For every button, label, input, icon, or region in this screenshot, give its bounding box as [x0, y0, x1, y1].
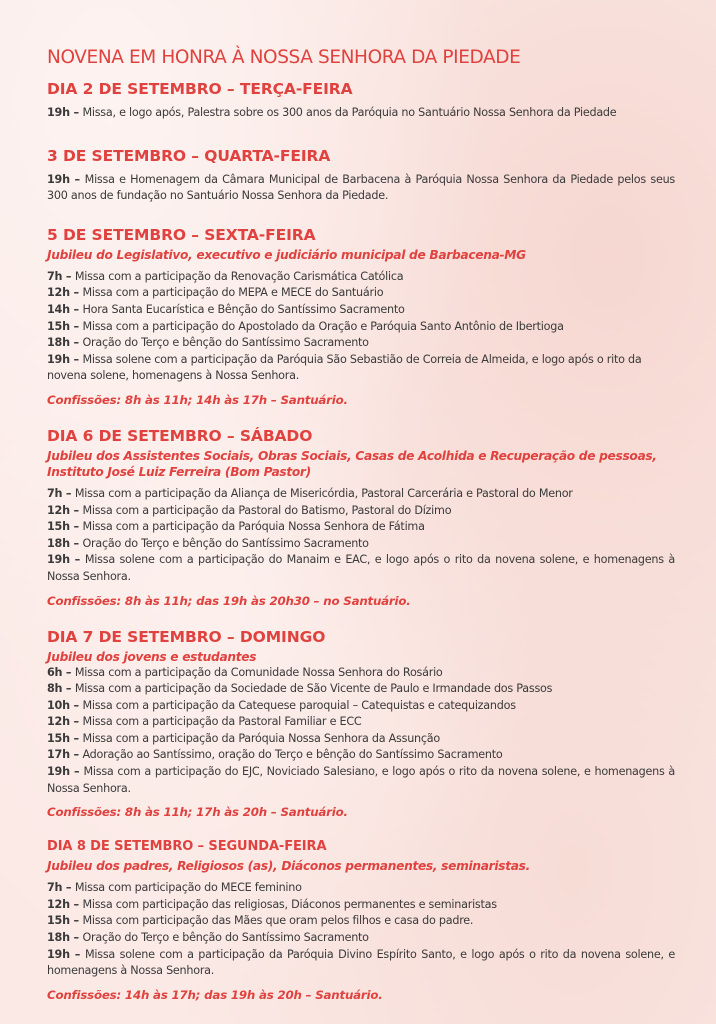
- event-list: [47, 665, 675, 798]
- event-text: Oração do Terço e bênção do Santíssimo Sacramento: [82, 931, 369, 945]
- confession-hours: Confissões: 14h às 17h; das 19h às 20h – Santuário.: [47, 987, 383, 1002]
- event-item: 15h – Missa com a participação da Paróquia Nossa Senhora da Assunção: [47, 731, 440, 745]
- event-item: 6h – Missa com a participação da Comunidade Nossa Senhora do Rosário: [47, 665, 443, 679]
- event-time: 7h: [47, 881, 63, 895]
- event-time: 14h: [47, 302, 70, 316]
- event-time: 19h: [47, 352, 70, 366]
- event-text: Missa com participação do MECE feminino: [74, 881, 302, 895]
- event-item: 18h – Oração do Terço e bênção do Santíssimo Sacramento: [47, 536, 369, 550]
- day-title: 5 DE SETEMBRO – SEXTA-FEIRA: [47, 225, 316, 244]
- event-text: Missa com a participação da Comunidade Nossa Senhora do Rosário: [74, 665, 443, 679]
- event-text: Missa com a participação da Paróquia Nossa Senhora da Assunção: [82, 731, 440, 745]
- event-text: Missa com a participação do EJC, Noviciado Salesiano, e logo após o rito da novena solene, e homenagens à Nossa Senhora.: [47, 765, 676, 795]
- event-time: 15h: [47, 914, 70, 928]
- event-item: 7h – Missa com a participação da Aliança de Misericórdia, Pastoral Carcerária e Pastoral do Menor: [47, 486, 573, 500]
- event-time: 15h: [47, 731, 70, 745]
- day-title: DIA 7 DE SETEMBRO – DOMINGO: [47, 627, 326, 646]
- event-time: 19h: [47, 765, 70, 779]
- event-text: Missa, e logo após, Palestra sobre os 300 anos da Paróquia no Santuário Nossa Senhora da Piedade: [82, 106, 617, 119]
- jubilee-title: Jubileu dos jovens e estudantes: [47, 649, 257, 664]
- event-item: 7h – Missa com a participação da Renovação Carismática Católica: [47, 269, 404, 283]
- event-item: 14h – Hora Santa Eucarística e Bênção do Santíssimo Sacramento: [47, 302, 405, 316]
- event-time: 10h: [47, 698, 70, 712]
- event-item: 12h – Missa com a participação da Pastoral do Batismo, Pastoral do Dízimo: [47, 503, 452, 517]
- event-item: 19h – Missa solene com a participação da Paróquia São Sebastião de Correia de Almeida, e logo após o rito da novena solene, homenagens à Nossa Senhora.: [47, 352, 642, 383]
- event-item: 19h – Missa e Homenagem da Câmara Municipal de Barbacena à Paróquia Nossa Senhora da Piedade pelos seus 300 anos de fundação no Santuário Nossa Senhora da Piedade.: [47, 172, 675, 203]
- event-text: Missa com participação das Mães que oram pelos filhos e casa do padre.: [82, 914, 474, 928]
- jubilee-title: Jubileu dos padres, Religiosos (as), Diáconos permanentes, seminaristas.: [47, 859, 530, 874]
- event-time: 12h: [47, 897, 70, 911]
- event-time: 18h: [47, 336, 70, 350]
- event-item: 15h – Missa com a participação do Apostolado da Oração e Paróquia Santo Antônio de Ibertioga: [47, 319, 564, 333]
- day-section: [47, 426, 675, 609]
- event-item: 18h – Oração do Terço e bênção do Santíssimo Sacramento: [47, 931, 369, 945]
- event-list: [47, 269, 675, 385]
- event-item: 8h – Missa com a participação da Sociedade de São Vicente de Paulo e Irmandade dos Passos: [47, 682, 553, 696]
- event-text: Missa com a participação da Renovação Carismática Católica: [74, 269, 404, 283]
- event-item: 12h – Missa com participação das religiosas, Diáconos permanentes e seminaristas: [47, 897, 497, 911]
- event-list: [47, 486, 675, 586]
- event-time: 18h: [47, 931, 70, 945]
- confession-hours: Confissões: 8h às 11h; 14h às 17h – Santuário.: [47, 392, 348, 407]
- event-time: 12h: [47, 286, 70, 300]
- day-section: [47, 146, 675, 205]
- day-title: DIA 2 DE SETEMBRO – TERÇA-FEIRA: [47, 80, 353, 98]
- event-time: 19h: [47, 106, 70, 119]
- event-time: 7h: [47, 486, 63, 500]
- event-text: Missa solene com a participação da Paróquia São Sebastião de Correia de Almeida, e logo após o rito da novena solene, homenagens à Nossa Senhora.: [47, 352, 642, 383]
- day-section: [47, 627, 675, 821]
- event-list: [47, 172, 675, 205]
- event-item: 19h – Missa com a participação do EJC, Noviciado Salesiano, e logo após o rito da novena solene, e homenagens à Nossa Senhora.: [47, 765, 676, 795]
- event-item: 18h – Oração do Terço e bênção do Santíssimo Sacramento: [47, 336, 369, 350]
- event-text: Missa com a participação do MEPA e MECE do Santuário: [82, 286, 384, 300]
- event-text: Oração do Terço e bênção do Santíssimo Sacramento: [82, 336, 369, 350]
- event-time: 12h: [47, 503, 70, 517]
- event-text: Missa com a participação da Aliança de Misericórdia, Pastoral Carcerária e Pastoral do Menor: [74, 486, 573, 500]
- event-text: Oração do Terço e bênção do Santíssimo Sacramento: [82, 536, 369, 550]
- event-text: Missa solene com a participação da Paróquia Divino Espírito Santo, e logo após o rito da novena solene, e homenagens à Nossa Senhora.: [47, 947, 675, 978]
- event-text: Adoração ao Santíssimo, oração do Terço e bênção do Santíssimo Sacramento: [82, 748, 503, 762]
- event-time: 18h: [47, 536, 70, 550]
- event-item: 12h – Missa com a participação do MEPA e MECE do Santuário: [47, 286, 384, 300]
- event-item: 7h – Missa com participação do MECE feminino: [47, 881, 302, 895]
- event-item: 19h – Missa, e logo após, Palestra sobre os 300 anos da Paróquia no Santuário Nossa Senhora da Piedade: [47, 106, 617, 119]
- jubilee-title: Jubileu do Legislativo, executivo e judiciário municipal de Barbacena-MG: [47, 247, 526, 262]
- event-item: 10h – Missa com a participação da Catequese paroquial – Catequistas e catequizandos: [47, 698, 516, 712]
- event-time: 15h: [47, 319, 70, 333]
- event-time: 15h: [47, 520, 70, 534]
- day-section: [47, 225, 675, 408]
- event-time: 19h: [47, 553, 70, 567]
- event-time: 12h: [47, 715, 70, 729]
- event-text: Missa e Homenagem da Câmara Municipal de Barbacena à Paróquia Nossa Senhora da Piedade pelos seus 300 anos de fundação no Santuário Nossa Senhora da Piedade.: [47, 172, 675, 203]
- day-title: DIA 8 DE SETEMBRO – SEGUNDA-FEIRA: [47, 839, 327, 855]
- event-text: Missa solene com a participação do Manaim e EAC, e logo após o rito da novena solene, e homenagens à Nossa Senhora.: [47, 553, 675, 583]
- novena-page: [47, 46, 675, 1003]
- event-text: Hora Santa Eucarística e Bênção do Santíssimo Sacramento: [82, 302, 405, 316]
- event-text: Missa com participação das religiosas, Diáconos permanentes e seminaristas: [82, 897, 497, 911]
- page-title: NOVENA EM HONRA À NOSSA SENHORA DA PIEDADE: [47, 47, 521, 68]
- confession-hours: Confissões: 8h às 11h; 17h às 20h – Santuário.: [47, 805, 348, 820]
- event-time: 19h: [47, 172, 70, 186]
- jubilee-title: Jubileu dos Assistentes Sociais, Obras Sociais, Casas de Acolhida e Recuperação de pessoas, Instituto José Luiz Ferreira (Bom Pastor): [47, 448, 657, 479]
- day-title: DIA 6 DE SETEMBRO – SÁBADO: [47, 426, 313, 445]
- event-time: 7h: [47, 269, 63, 283]
- event-time: 19h: [47, 947, 70, 961]
- day-section: [47, 838, 675, 1003]
- event-item: 19h – Missa solene com a participação do Manaim e EAC, e logo após o rito da novena solene, e homenagens à Nossa Senhora.: [47, 553, 675, 583]
- event-list: [47, 105, 675, 122]
- day-section: [47, 79, 675, 122]
- event-item: 12h – Missa com a participação da Pastoral Familiar e ECC: [47, 715, 362, 729]
- event-item: 19h – Missa solene com a participação da Paróquia Divino Espírito Santo, e logo após o rito da novena solene, e homenagens à Nossa Senhora.: [47, 947, 675, 978]
- confession-hours: Confissões: 8h às 11h; das 19h às 20h30 – no Santuário.: [47, 593, 411, 608]
- day-title: 3 DE SETEMBRO – QUARTA-FEIRA: [47, 146, 331, 165]
- event-item: 15h – Missa com a participação da Paróquia Nossa Senhora de Fátima: [47, 520, 425, 534]
- event-item: 17h – Adoração ao Santíssimo, oração do Terço e bênção do Santíssimo Sacramento: [47, 748, 503, 762]
- event-list: [47, 880, 675, 980]
- event-time: 17h: [47, 748, 70, 762]
- event-text: Missa com a participação da Pastoral Familiar e ECC: [82, 715, 362, 729]
- event-text: Missa com a participação da Sociedade de São Vicente de Paulo e Irmandade dos Passos: [74, 682, 553, 696]
- event-text: Missa com a participação da Pastoral do Batismo, Pastoral do Dízimo: [82, 503, 452, 517]
- event-text: Missa com a participação da Catequese paroquial – Catequistas e catequizandos: [82, 698, 516, 712]
- event-text: Missa com a participação do Apostolado da Oração e Paróquia Santo Antônio de Ibertioga: [82, 319, 564, 333]
- event-time: 6h: [47, 665, 63, 679]
- event-time: 8h: [47, 682, 63, 696]
- event-text: Missa com a participação da Paróquia Nossa Senhora de Fátima: [82, 520, 425, 534]
- event-item: 15h – Missa com participação das Mães que oram pelos filhos e casa do padre.: [47, 914, 474, 928]
